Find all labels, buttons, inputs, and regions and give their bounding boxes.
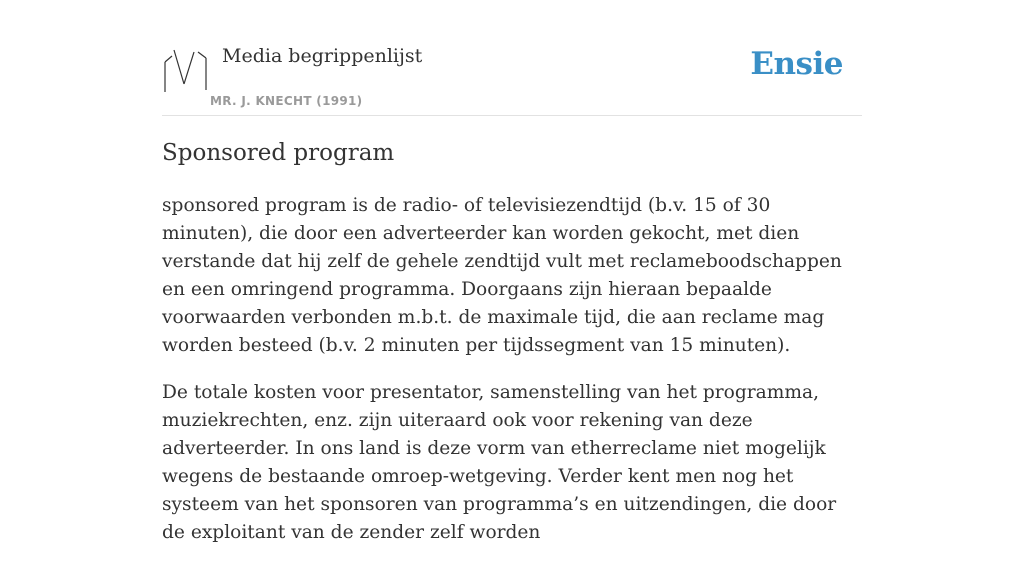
page xyxy=(162,0,862,543)
header xyxy=(162,0,862,116)
entry-body xyxy=(162,192,862,566)
entry-title: Sponsored program xyxy=(162,140,395,166)
media-monogram-icon[interactable] xyxy=(162,48,208,94)
ensie-logo[interactable]: Ensie xyxy=(750,46,843,82)
book-author: MR. J. KNECHT (1991) xyxy=(210,94,363,108)
entry-paragraph: De totale kosten voor presentator, samenstelling van het programma, muziekrechten, enz. zijn uiteraard ook voor rekening van deze adverteerder. In ons land is deze vorm van etherreclame niet mogelijk wegens de bestaande omroep-wetgeving. Verder kent men nog het systeem van het sponsoren van programma’s en uitzendingen, die door de exploitant van de zender zelf worden xyxy=(162,382,837,543)
book-title[interactable]: Media begrippenlijst xyxy=(222,45,423,67)
entry-paragraph: sponsored program is de radio- of televisiezendtijd (b.v. 15 of 30 minuten), die door een adverteerder kan worden gekocht, met dien verstande dat hij zelf de gehele zendtijd vult met reclameboodschappen en een omringend programma. Doorgaans zijn hieraan bepaalde voorwaarden verbonden m.b.t. de maximale tijd, die aan reclame mag worden besteed (b.v. 2 minuten per tijdssegment van 15 minuten). xyxy=(162,195,842,356)
